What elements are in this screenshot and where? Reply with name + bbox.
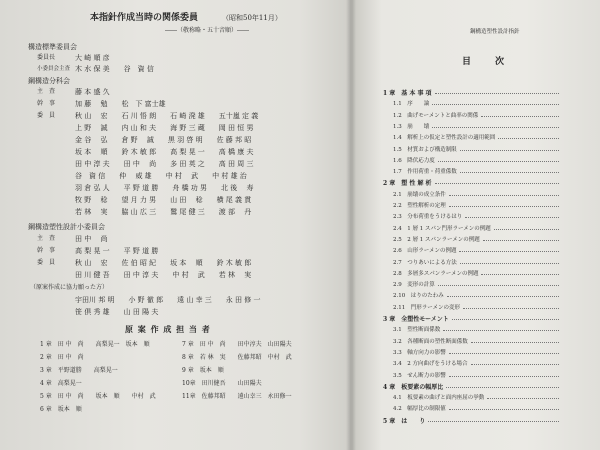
author-row: 7 章 田 中 尚 田中淳夫 山田陽夫	[182, 341, 292, 348]
toc-entry	[383, 359, 561, 367]
toc-label: 3.4 2 方向曲げをうける場合	[393, 361, 468, 368]
toc-leader-dots	[481, 116, 559, 117]
toc-leader-dots	[432, 127, 559, 128]
toc-label: 4.1 板要素の曲げと面内座屈の挙動	[393, 395, 485, 402]
role-label: 小委員会主査	[37, 66, 71, 72]
toc-entry	[383, 212, 561, 220]
toc-label: 4 章 板要素の幅厚比	[383, 383, 444, 391]
toc-entry	[383, 190, 561, 198]
toc-label: 1.6 降伏応力度	[393, 157, 435, 164]
member-names: 加 藤 勉 松 下 富士雄	[75, 100, 166, 108]
toc-entry	[383, 133, 561, 141]
toc-entry	[383, 167, 561, 175]
toc-label: 1.7 作用荷重・荷重係数	[393, 169, 457, 176]
member-names: 谷 資 信 仲 威 雄 中 村 武 中 村 雄 治	[75, 172, 247, 180]
toc-label: 1.3 崩 壊	[393, 123, 430, 130]
member-names: 田 川 健 吾 田 中 淳 夫 中 村 武 若 林 実	[75, 271, 252, 279]
toc-leader-dots	[494, 229, 559, 230]
toc-leader-dots	[459, 251, 559, 252]
toc-entry	[383, 404, 561, 412]
toc-label: 2.4 1 層 1 スパン門形ラーメンの例題	[393, 225, 491, 232]
toc-entry	[383, 280, 561, 288]
member-names: 田 中 尚	[75, 235, 108, 243]
toc-label: 2.8 多層多スパンラーメンの例題	[393, 270, 479, 277]
member-names: 秋 山 宏 石 川 悟 朗 石 崎 溌 雄 五十嵐 定 義	[75, 112, 259, 120]
toc-leader-dots	[446, 387, 559, 388]
toc-leader-dots	[460, 263, 559, 264]
toc-leader-dots	[452, 319, 559, 320]
toc-leader-dots	[432, 104, 559, 105]
toc-label: 2.2 塑性解析の定理	[393, 203, 446, 209]
toc-leader-dots	[483, 240, 559, 241]
toc-leader-dots	[463, 308, 559, 309]
author-row: 3 章 平野道勝 高梨晃一	[40, 367, 118, 374]
toc-entry	[383, 258, 561, 266]
member-names: 木 水 保 美 谷 資 信	[75, 65, 154, 73]
author-row: 11章 佐藤邦昭 遠山幸三 永田修一	[182, 393, 292, 400]
member-names: 高 梨 晃 一 平 野 道 勝	[75, 247, 159, 255]
member-names: 田 中 淳 夫 田 中 尚 多 田 英 之 高 田 周 三	[75, 160, 254, 168]
author-row: 6 章 坂本 順	[40, 406, 82, 413]
page-title: 本指針作成当時の関係委員	[90, 13, 199, 23]
member-names: 金 谷 弘 倉 野 誠 黒 羽 啓 明 佐 藤 邦 昭	[75, 136, 252, 144]
author-row: 2 章 田 中 尚	[40, 354, 84, 361]
toc-leader-dots	[449, 206, 559, 207]
role-label: 主 査	[37, 235, 56, 242]
toc-entry	[383, 145, 561, 153]
author-row: 10章 田川健吾 山田陽夫	[182, 380, 262, 387]
toc-label: 2.1 崩壊の成立条件	[393, 191, 446, 198]
toc-label: 1.2 曲げモーメントと曲率の関係	[393, 112, 479, 119]
toc-label: 1.1 序 論	[393, 101, 430, 108]
member-names: 宇田川 邦 明 小 野 徹 郎 遠 山 幸 三 永 田 修 一	[75, 296, 261, 304]
toc-leader-dots	[447, 296, 559, 297]
toc-leader-dots	[438, 161, 559, 162]
toc-label: 3 章 全塑性モーメント	[383, 316, 449, 323]
toc-label: 3.5 せん断力の影響	[393, 372, 446, 379]
toc-label: 1 章 基 本 事 項	[383, 90, 432, 97]
member-names: 牧 野 稔 望 月 力 男 山 田 稔 横 尾 義 貫	[75, 196, 252, 204]
toc-label: 2.7 つりあいによる方法	[393, 259, 457, 266]
toc-entry	[383, 224, 561, 232]
authors-heading: 原 案 作 成 担 当 者	[125, 324, 211, 334]
toc-label: 2.9 変形の計算	[393, 282, 435, 289]
member-names: 秋 山 宏 佐 伯 昭 紀 坂 本 順 鈴 木 敏 郎	[75, 259, 252, 267]
toc-leader-dots	[487, 398, 559, 399]
toc-leader-dots	[471, 364, 559, 365]
author-row: 8 章 若 林 実 佐藤邦昭 中村 武	[182, 354, 292, 361]
member-names: 笹 倶 秀 雄 山 田 陽 夫	[75, 308, 159, 316]
toc-leader-dots	[460, 172, 559, 173]
toc-entry	[383, 303, 561, 311]
role-label: 主 査	[37, 88, 56, 95]
committee-heading: 鋼構造塑性設計小委員会	[28, 223, 105, 231]
toc-leader-dots	[443, 330, 559, 331]
toc-label: 2.5 2 層 1 スパンラーメンの例題	[393, 236, 480, 243]
author-row: 1 章 田 中 尚 高梨晃一 坂本 順	[40, 341, 150, 348]
toc-label: 2.10 はりのたわみ	[393, 293, 444, 300]
toc-leader-dots	[498, 138, 559, 139]
toc-entry	[383, 371, 561, 379]
toc-entry	[383, 235, 561, 243]
toc-leader-dots	[449, 409, 559, 410]
member-names: 藤 本 盛 久	[75, 88, 110, 96]
role-label: 委 員	[37, 112, 56, 119]
toc-leader-dots	[435, 183, 559, 184]
toc-entry	[383, 99, 561, 107]
toc-leader-dots	[460, 150, 559, 151]
book-gutter	[346, 0, 356, 450]
toc-leader-dots	[465, 217, 559, 218]
toc-chapter	[383, 314, 561, 322]
toc-leader-dots	[449, 353, 559, 354]
toc-entry	[383, 111, 561, 119]
committee-heading: 鋼構造分科会	[28, 77, 70, 85]
toc-entry	[383, 269, 561, 277]
toc-label: 2.3 分布荷重をうけるはり	[393, 214, 463, 221]
toc-label: 4.2 幅厚比の制限値	[393, 406, 446, 413]
toc-label: 3.1 塑性断面係数	[393, 327, 441, 334]
toc-label: 3.2 各種断面の塑性断面係数	[393, 338, 468, 345]
role-label: 幹 事	[37, 100, 56, 107]
member-names: 坂 本 順 鈴 木 敏 郎 高 梨 晃 一 高 橋 康 夫	[75, 148, 254, 156]
toc-entry	[383, 156, 561, 164]
toc-chapter	[383, 416, 561, 424]
toc-entry	[383, 122, 561, 130]
toc-leader-dots	[471, 342, 559, 343]
toc-label: 3.3 軸方向力の影響	[393, 349, 446, 356]
toc-leader-dots	[449, 195, 559, 196]
toc-entry	[383, 337, 561, 345]
author-row: 4 章 高梨晃一	[40, 380, 82, 387]
toc-entry	[383, 201, 561, 209]
toc-leader-dots	[449, 376, 559, 377]
member-names: 羽 倉 弘 人 平 野 道 勝 舟 橋 功 男 北 後 寿	[75, 184, 254, 192]
toc-label: 2 章 塑 性 解 析	[383, 180, 432, 188]
toc-entry	[383, 325, 561, 333]
role-label: 委 員	[37, 259, 56, 266]
committee-heading: 構造標準委員会	[28, 43, 77, 51]
member-names: 大 崎 順 彦	[75, 54, 110, 62]
toc-label: 1.5 材質および構造制限	[393, 146, 457, 153]
toc-entry	[383, 393, 561, 401]
date-note: （昭和50年11月）	[222, 14, 282, 22]
running-head: 鋼構造塑性設計指針	[470, 29, 520, 35]
member-names: 若 林 実 脇 山 広 三 鷲 尾 健 三 渡 部 丹	[75, 208, 252, 216]
toc-leader-dots	[481, 274, 559, 275]
author-row: 5 章 田 中 尚 坂本 順 中村 武	[40, 393, 156, 400]
toc-title: 目 次	[462, 57, 507, 67]
toc-entry	[383, 348, 561, 356]
toc-entry	[383, 246, 561, 254]
toc-label: 2.11 門形ラーメンの変形	[393, 304, 460, 311]
toc-label: 1.4 解析上の仮定と塑性設計の適用範囲	[393, 135, 496, 142]
toc-chapter	[383, 88, 561, 96]
toc-label: 5 章 は り	[383, 417, 426, 425]
role-label: 幹 事	[37, 247, 56, 254]
toc-entry	[383, 291, 561, 299]
toc-label: 2.6 山形ラーメンの例題	[393, 248, 457, 255]
cooperators-note: （原案作成に協力願った方）	[30, 284, 109, 291]
author-row: 9 章 坂本 順	[182, 367, 224, 374]
toc-leader-dots	[435, 93, 559, 94]
toc-leader-dots	[428, 421, 559, 422]
member-names: 上 野 誠 内 山 和 夫 海 野 三 蔵 岡 田 恒 男	[75, 124, 254, 132]
toc-chapter	[383, 178, 561, 186]
toc-leader-dots	[438, 285, 559, 286]
role-label: 委員長	[37, 54, 56, 61]
toc-chapter	[383, 382, 561, 390]
order-note: ――（敬称略・五十音順）――	[165, 27, 250, 34]
